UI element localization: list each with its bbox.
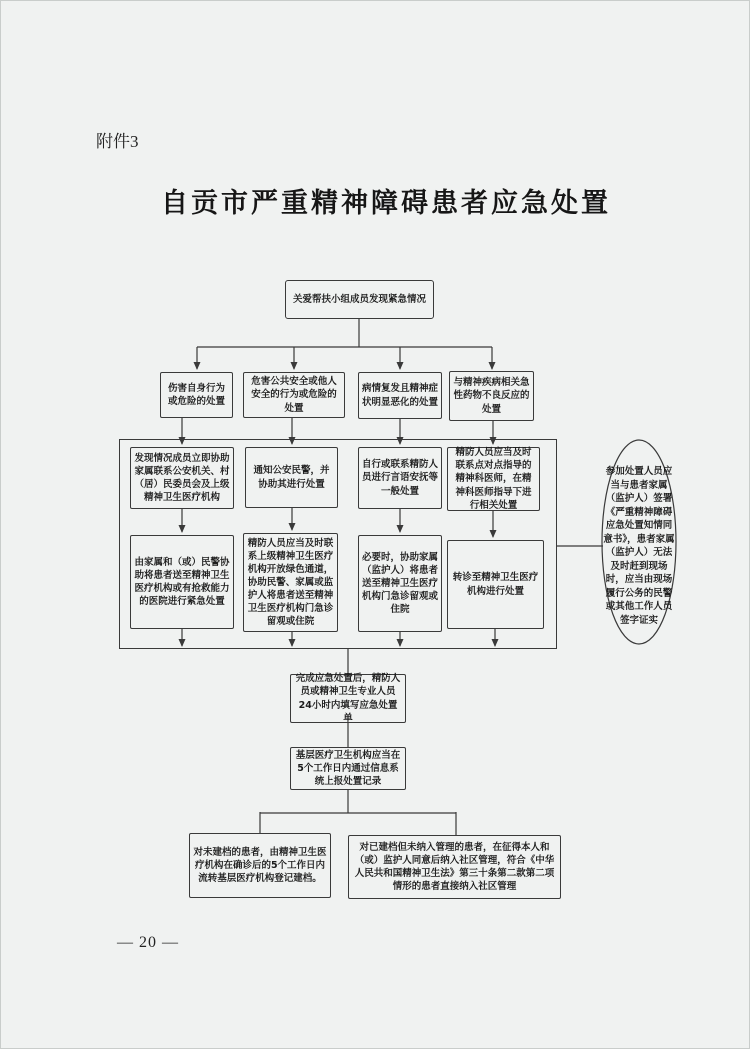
flow-node-start: 关爱帮扶小组成员发现紧急情况 (285, 280, 434, 319)
flow-node-followup-assist-family: 必要时，协助家属（监护人）将患者送至精神卫生医疗机构门急诊留观或住院 (358, 535, 442, 632)
flow-node-situation-relapse: 病情复发且精神症状明显恶化的处置 (358, 372, 442, 419)
flow-node-followup-transfer: 转诊至精神卫生医疗机构进行处置 (447, 540, 544, 629)
flow-node-report-form: 完成应急处置后，精防人员或精神卫生专业人员24小时内填写应急处置单 (290, 674, 406, 723)
page-title: 自贡市严重精神障碍患者应急处置 (161, 188, 611, 219)
flow-note-consent: 参加处置人员应当与患者家属（监护人）签署《严重精神障碍应急处置知情同意书》，患者家属（监护人）无法及时赶到现场时，应当由现场履行公务的民警或其他工作人员签字证实 (603, 466, 675, 626)
flow-node-outcome-unfiled: 对未建档的患者，由精神卫生医疗机构在确诊后的5个工作日内流转基层医疗机构登记建档。 (189, 833, 331, 898)
flow-node-followup-green-channel: 精防人员应当及时联系上级精神卫生医疗机构开放绿色通道，协助民警、家属或监护人将患者送至精神卫生医疗机构门急诊留观或住院 (243, 533, 338, 632)
flow-node-situation-public-safety: 危害公共安全或他人安全的行为或危险的处置 (243, 372, 345, 418)
flow-node-report-system: 基层医疗卫生机构应当在5个工作日内通过信息系统上报处置记录 (290, 747, 406, 790)
flow-node-followup-send-to-hospital: 由家属和（或）民警协助将患者送至精神卫生医疗机构或有抢救能力的医院进行紧急处置 (130, 535, 234, 629)
flow-node-initial-verbal-soothing: 自行或联系精防人员进行言语安抚等一般处置 (358, 447, 442, 509)
flow-node-situation-drug-reaction: 与精神疾病相关急性药物不良反应的处置 (449, 371, 534, 421)
attachment-label: 附件3 (96, 132, 139, 151)
flow-node-outcome-filed: 对已建档但未纳入管理的患者，在征得本人和（或）监护人同意后纳入社区管理，符合《中华人民共和国精神卫生法》第三十条第二款第二项情形的患者直接纳入社区管理 (348, 835, 561, 899)
flow-node-initial-notify-police: 通知公安民警，并协助其进行处置 (245, 447, 338, 508)
flow-node-initial-contact-authorities: 发现情况成员立即协助家属联系公安机关、村（居）民委员会及上级精神卫生医疗机构 (130, 447, 234, 509)
flow-node-situation-self-harm: 伤害自身行为或危险的处置 (160, 372, 233, 418)
flow-node-initial-psychiatrist-guidance: 精防人员应当及时联系点对点指导的精神科医师，在精神科医师指导下进行相关处置 (447, 447, 540, 511)
page-number: — 20 — (117, 934, 179, 951)
